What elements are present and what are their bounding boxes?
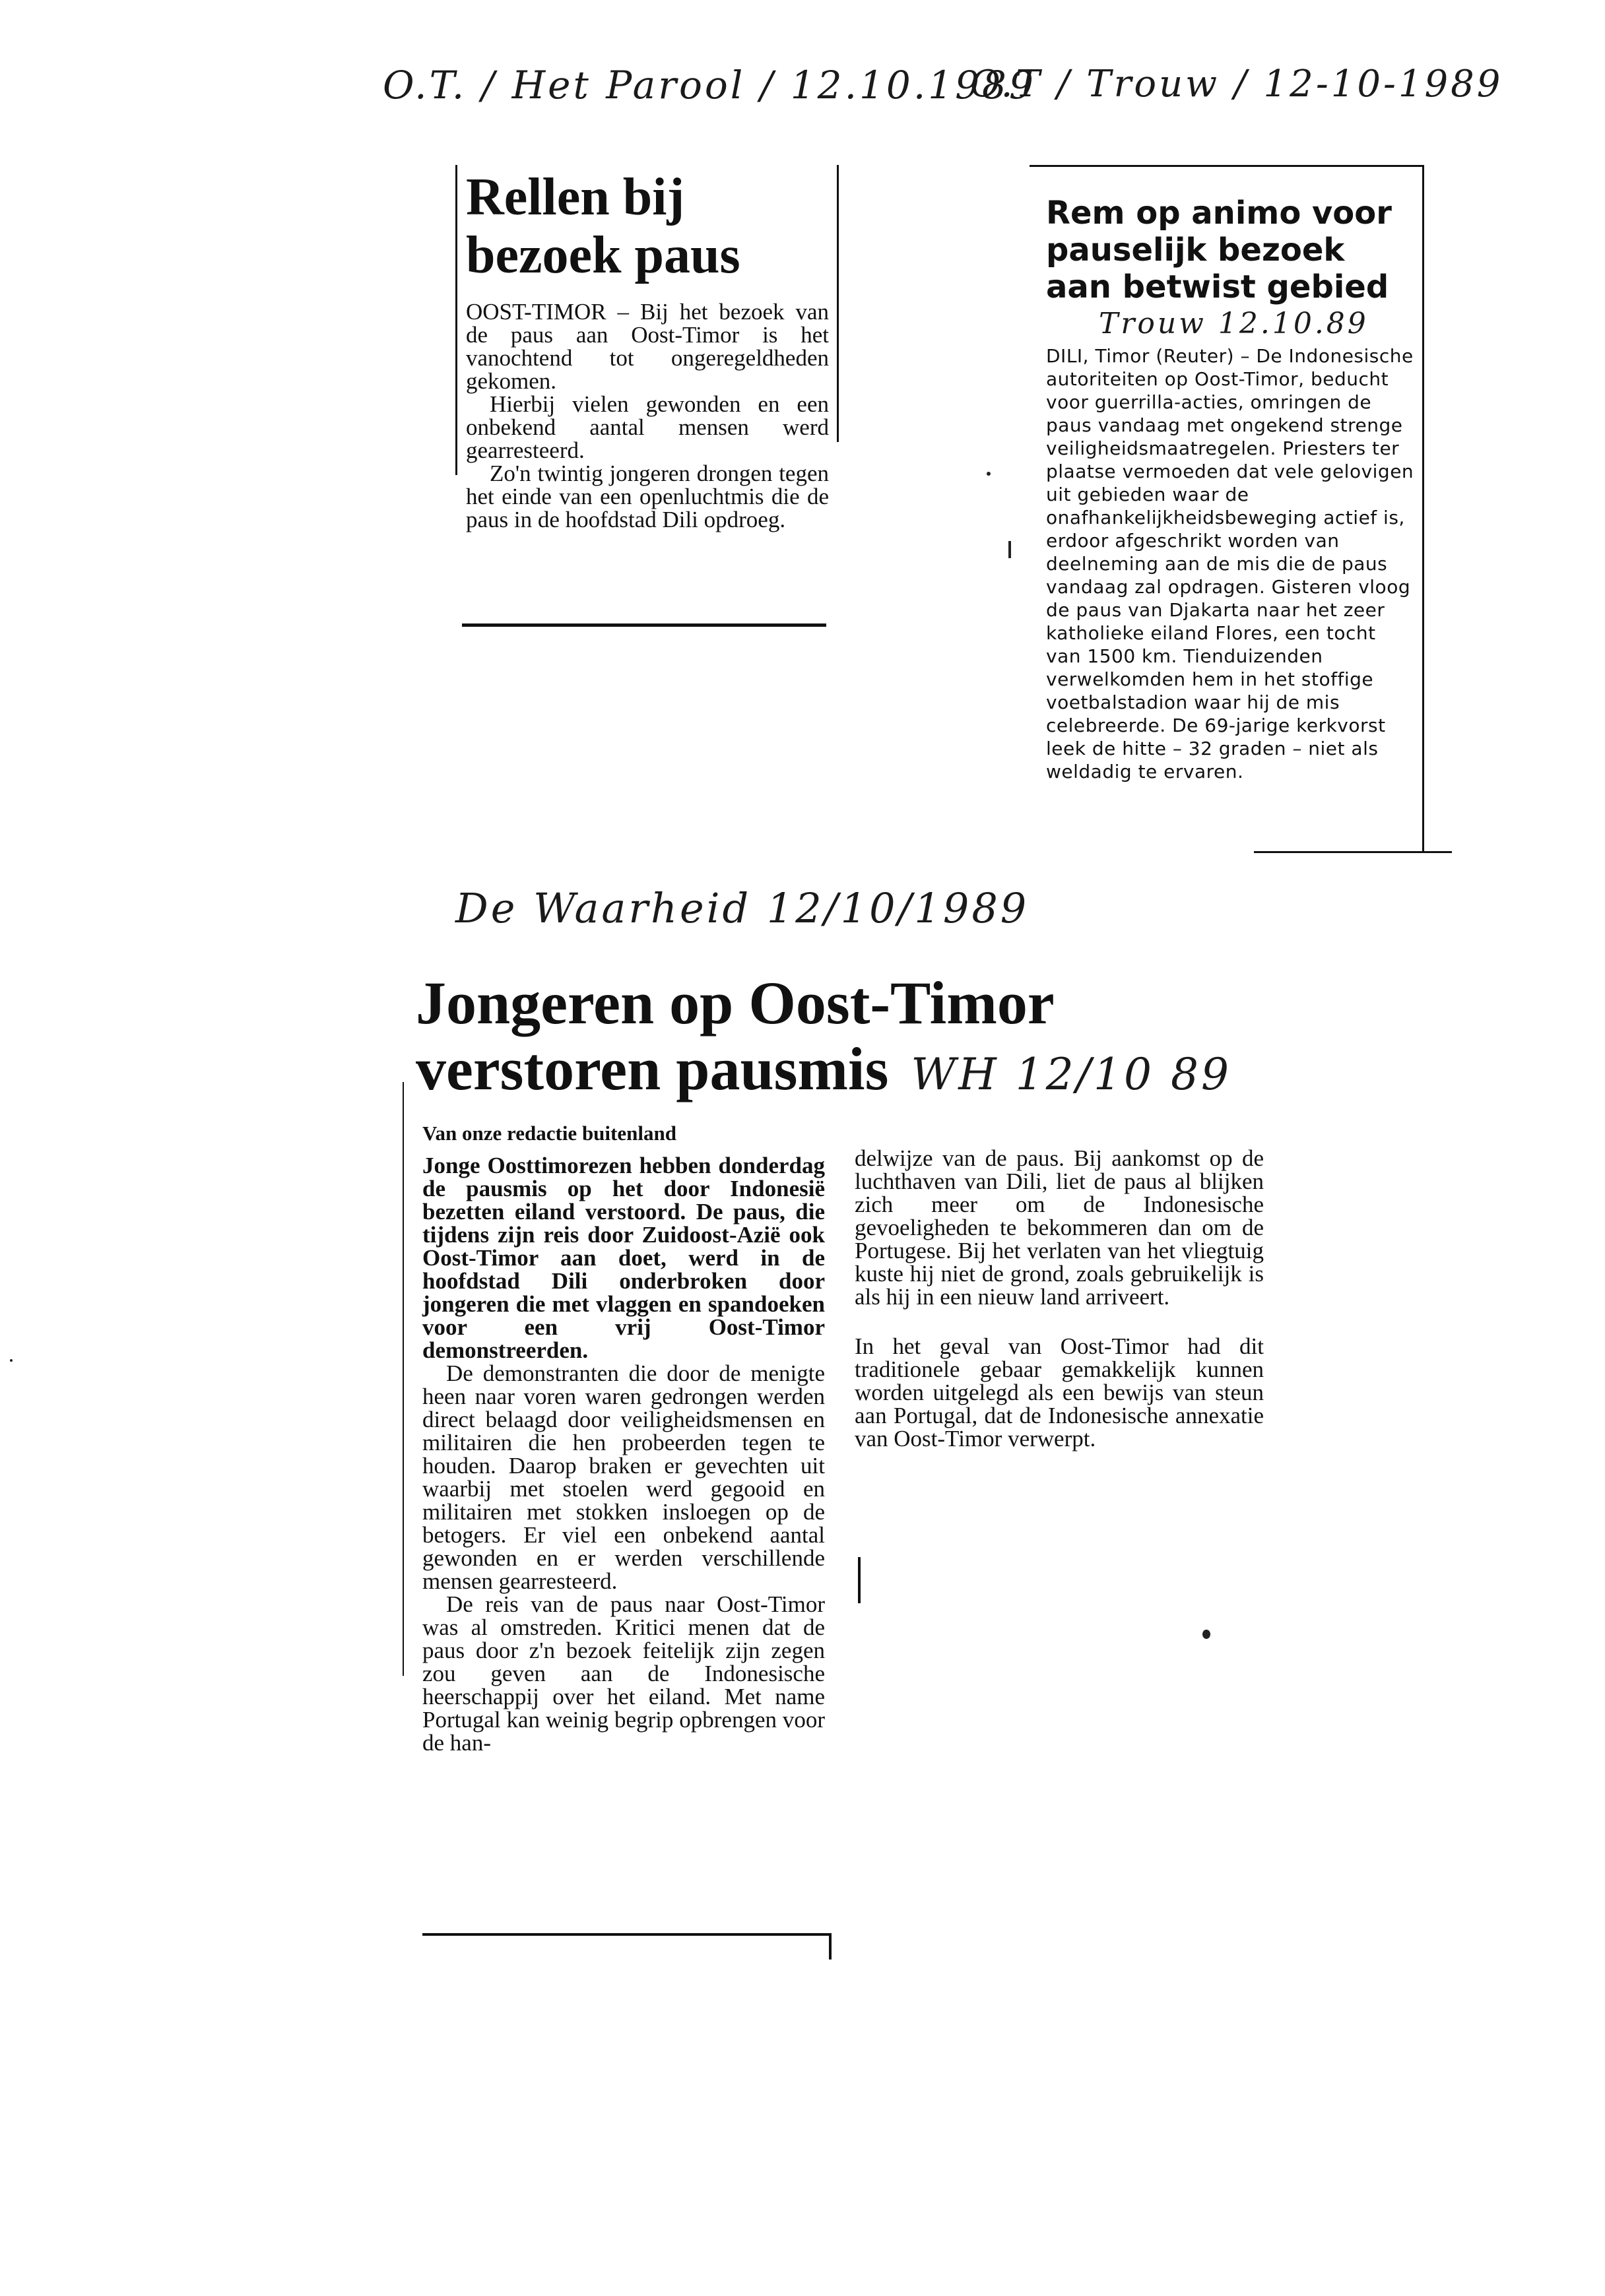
article-waarheid — [416, 970, 1538, 1102]
article3-column-mark — [858, 1557, 861, 1603]
article3-headline-line1: Jongeren op Oost-Timor — [416, 969, 1055, 1036]
article3-bottom-rule — [422, 1933, 832, 1936]
article3-col2-paragraph-1: delwijze van de paus. Bij aankomst op de luchthaven van Dili, liet de paus al blijken zich meer om de Indonesische gevoeligheden te bekommeren dan om de Portugese. Bij het verlaten van het vliegtuig kuste hij niet de grond, zoals gebruikelijk is als hij in een nieuw land arriveert. — [855, 1145, 1264, 1310]
article3-headline-line2: verstoren pausmis — [416, 1035, 889, 1102]
article1-headline: Rellen bij bezoek paus — [466, 168, 740, 284]
article2-top-border — [1030, 165, 1422, 167]
scan-speck — [10, 1359, 13, 1362]
article1-paragraph-1: OOST-TIMOR – Bij het bezoek van de paus aan Oost-Timor is het vanochtend tot ongeregeldheden gekomen. — [466, 299, 829, 394]
article3-column-1 — [422, 1122, 825, 1754]
article-trouw — [1046, 195, 1416, 783]
annotation-parool: O.T. / Het Parool / 12.10.1989 — [383, 63, 1036, 108]
article1-left-border — [455, 165, 457, 475]
article3-column-2 — [855, 1147, 1264, 1450]
article1-paragraph-3: Zo'n twintig jongeren drongen tegen het einde van een openluchtmis die de paus in de hoofdstad Dili opdroeg. — [466, 461, 829, 532]
scan-speck — [1008, 541, 1011, 558]
article1-right-border — [837, 165, 839, 442]
article2-bottom-border — [1254, 851, 1452, 853]
article2-headline: Rem op animo voor pauselijk bezoek aan betwist gebied — [1046, 195, 1392, 305]
scan-speck — [987, 472, 991, 476]
article3-col2-paragraph-2: In het geval van Oost-Timor had dit traditionele gebaar gemakkelijk kunnen worden uitgelegd als een bewijs van steun aan Portugal, dat de Indonesische annexatie van Oost-Timor verwerpt. — [855, 1333, 1264, 1451]
article3-lead: Jonge Oosttimorezen hebben donderdag de pausmis op het door Indonesië bezetten eiland verstoord. De paus, die tijdens zijn reis door Zuidoost-Azië ook Oost-Timor aan doet, werd in de hoofdstad Dili onderbroken door jongeren die met vlaggen en spandoeken voor een vrij Oost-Timor demonstreerden. — [422, 1153, 825, 1363]
annotation-waarheid: De Waarheid 12/10/1989 — [455, 884, 1030, 932]
article1-bottom-rule — [462, 623, 826, 627]
article3-left-rule — [403, 1082, 404, 1676]
article3-col1-paragraph-1: De demonstranten die door de menigte heen naar voren waren gedrongen werden direct belaagd door veiligheidsmensen en militairen die hen probeerden tegen te houden. Daarop braken er gevechten uit waarbij met stoelen werd gegooid en militairen met stokken insloegen op de betogers. Er viel een onbekend aantal gewonden en er werden verschillende mensen gearresteerd. — [422, 1360, 825, 1594]
article1-paragraph-2: Hierbij vielen gewonden en een onbekend aantal mensen werd gearresteerd. — [466, 391, 829, 463]
article3-bottom-tick — [829, 1933, 832, 1960]
article-parool — [466, 168, 829, 531]
scan-speck — [1202, 1630, 1210, 1639]
article3-col1-paragraph-2: De reis van de paus naar Oost-Timor was al omstreden. Kritici menen dat de paus door z'n bezoek feitelijk zijn zegen zou geven aan de Indonesische heerschappij over het eiland. Met name Portugal kan weinig begrip opbrengen voor de han- — [422, 1591, 825, 1756]
annotation-trouw-inline: Trouw 12.10.89 — [1099, 307, 1369, 340]
article3-byline: Van onze redactie buitenland — [422, 1122, 676, 1145]
article2-right-border — [1422, 165, 1424, 851]
annotation-trouw: O.T / Trouw / 12-10-1989 — [970, 63, 1503, 106]
article2-body: DILI, Timor (Reuter) – De Indonesische autoriteiten op Oost-Timor, beducht voor guerrilla-acties, omringen de paus vandaag met ongekend strenge veiligheidsmaatregelen. Priesters ter plaatse vermoeden dat vele gelovigen uit gebieden waar de onafhankelijkheidsbeweging actief is, erdoor afgeschrikt worden van deelneming aan de mis die de paus vandaag zal opdragen. Gisteren vloog de paus van Djakarta naar het zeer katholieke eiland Flores, een tocht van 1500 km. Tienduizenden verwelkomden hem in het stoffige voetbalstadion waar hij de mis celebreerde. De 69-jarige kerkvorst leek de hitte – 32 graden – niet als weldadig te ervaren. — [1046, 345, 1414, 782]
annotation-wh-inline: WH 12/10 89 — [911, 1049, 1231, 1100]
